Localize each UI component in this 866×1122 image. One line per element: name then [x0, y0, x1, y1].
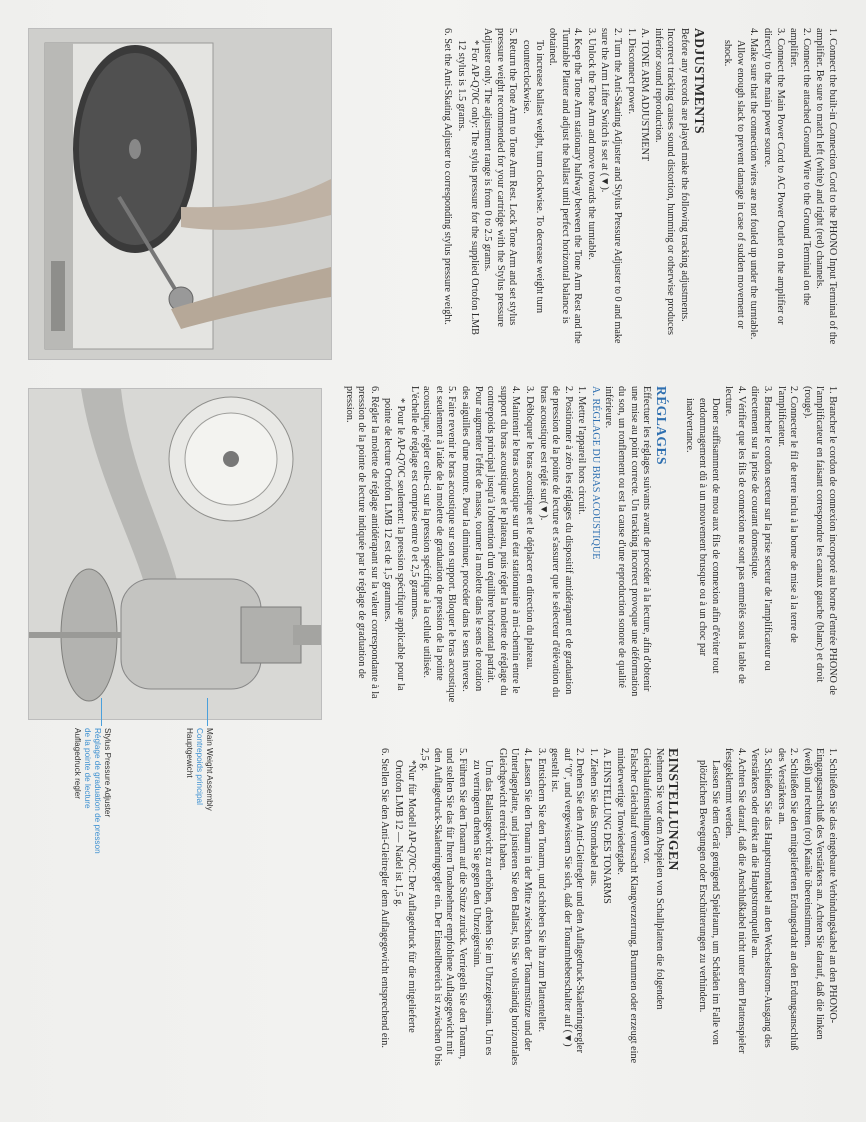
stylus-pressure-fr-2: de la pointe de lecture — [83, 728, 92, 809]
de-step-6: 6. Stellen Sie den Anti-Gleitregler dem Auflagegewicht entsprechend ein. — [379, 748, 391, 1048]
rotated-sheet — [10, 8, 856, 1108]
de-step-3: 3. Entsichern Sie den Tonarm, und schieben Sie ihn zum Plattenteller. — [535, 748, 547, 1033]
fr-step-1: 1. Mettre l'appareil hors circuit. — [576, 386, 588, 515]
en-step-5-note: * For AP-Q70C only: The stylus pressure for the supplied Ortofon LMB 12 stylus is 1.5 grams. — [455, 40, 480, 335]
french-connection-list — [683, 386, 838, 704]
de-step-2: 2. Drehen Sie den Anti-Gleitregler und den Auflagedruck-Skalenringregler auf "0", und vergewissern Sie sich, daß der Tonarmheberschalter auf (▼) gestellt ist. — [549, 748, 586, 1053]
stylus-pressure-callout — [72, 728, 112, 854]
en-intro-2: Incorrect tracking causes sound distortion, humming or otherwise produces inferior sound reproduction. — [652, 28, 677, 335]
english-connection-list — [721, 28, 838, 346]
en-step-3: 3. Unlock the Tone Arm and move towards the turntable. — [585, 28, 597, 260]
de-step-5: 5. Führen Sie den Tonarm auf die Stütze zurück. Verriegeln Sie den Tonarm, und stellen Sie das für Ihren Tonabnehmer empfohlene Auflagegewicht mit den Auflagedruck-Skalenringregler ein. Der Einstellbereich ist zwischen 0 bis 2,5 g. — [419, 748, 468, 1066]
de-item-1: 1. Schließen Sie das eingebaute Verbindungskabel an den PHONO-Eingangsanschluß des Verstärkers an. Achten Sie darauf, daß die linken (weiß) und rechten (rot) Kanäle übereinstimmen. — [801, 748, 838, 1040]
fr-item-2: 2. Connecter le fil de terre inclu à la borne de mise à la terre de l'amplificateur. — [775, 386, 800, 643]
en-item-1: 1. Connect the built-in Connection Cord to the PHONO Input Terminal of the amplifier. Be sure to match left (white) and right (red) channels. — [814, 28, 838, 345]
de-subhead: A. EINSTELLUNG DES TONARMS — [601, 748, 613, 904]
fr-step-3: 3. Débloquer le bras acoustique et le déplacer en direction du plateau. — [523, 386, 535, 670]
de-step-5-note: *Nur für Modell AP-Q70C: Der Auflagedruck für die mitgelieferte Ortofon LMB 12 — Nadel ist 1,5 g. — [393, 760, 417, 1033]
fr-heading: RÉGLAGES — [653, 386, 669, 466]
en-intro-1: Before any records are played make the following tracking adjustments. — [679, 28, 691, 322]
fr-step-4: 4. Maintenir le bras acoustique sur un état stationnaire à mi-chemin entre le support du bras acoustique et le plateau, puis régler la molette de réglage du contrepoids principal jusqu'à l'obtention d'un équilibre horizontal parfait. Pour augmenter l'effet de masse, tourner la molette dans le sens de rotation des aiguilles d'une montre. Pour la diminuer, procéder dans le sens inverse. — [459, 386, 522, 696]
en-step-1: 1. Disconnect power. — [625, 28, 637, 115]
en-step-4-note: To increase ballast weight, turn clockwise. To decrease weight turn counterclockwise. — [520, 40, 545, 314]
en-step-4: 4. Keep the Tone Arm stationary halfway between the Tone Arm Rest and the Turntable Platter and adjust the ballast until perfect horizontal balance is obtained. — [547, 28, 584, 344]
english-column — [440, 28, 838, 346]
stylus-pressure-pointer — [101, 698, 102, 726]
en-item-2: 2. Connect the attached Ground Wire to the Ground Terminal on the amplifier. — [788, 28, 812, 306]
en-subhead: A. TONE ARM ADJUSTMENT — [639, 28, 651, 162]
fr-step-6: 6. Régler la molette de réglage antidérapant sur la valeur correspondante à la pression de la pointe de lecture indiquée par le réglage de graduation de pression. — [343, 386, 380, 699]
german-connection-list — [695, 748, 838, 1066]
fr-step-2: 2. Positionner à zéro les réglages du dispositif antidérapant et de graduation de pression de la pointe de lecture et s'assurer que le sélecteur d'élévation du bras acoustique est réglé sur(▼). — [537, 386, 574, 698]
main-weight-pointer — [207, 698, 208, 726]
stylus-pressure-de: Auflagedruck regler — [73, 728, 82, 799]
en-step-2: 2. Turn the Anti-Skating Adjuster and Stylus Pressure Adjuster to 0 and make sure the Arm Lifter Switch is set at (▼). — [599, 28, 624, 344]
en-step-6: 6. Set the Anti-Skating Adjuster to corresponding stylus pressure weight. — [442, 28, 454, 325]
fr-intro-1: Effectuer les réglages suivants avant de procéder à la lecture, afin d'obtenir une mise au point correcte. Un tracking incorrect provoque une déformation du son, un ronflement ou est la cause d'une reproduction sonore de qualité inférieure. — [603, 386, 653, 697]
turntable-photo — [28, 28, 332, 360]
main-weight-en: Main Weight Assembly — [205, 728, 214, 811]
fr-step-5-note: * Pour le AP-Q70C seulement: la pression spécifique applicable pour la pointe de lecture Ortofon LMB 12 est de 1,5 grammes. — [382, 398, 406, 691]
turntable-illustration — [29, 29, 331, 359]
de-intro-1: Nehmen Sie vor dem Abspielen von Schallplatten die folgenden Gleichlaufeinstellungen vor. — [641, 748, 665, 1010]
de-steps — [378, 748, 599, 1066]
stylus-pressure-en: Stylus Pressure Adjuster — [103, 728, 112, 818]
fr-item-4-note: Doner suffisamment de mou aux fils de connexion afin d'éviter tout endommagement dû à un mouvement brusque ou à un choc par inadvertance. — [684, 398, 721, 674]
en-step-5: 5. Return the Tone Arm to Tone Arm Rest. Lock Tone Arm and set stylus pressure weight recommended for your cartridge with the Stylus pressure Adjuster only. The adjustment range is from 0 to 2.5 grams. — [482, 28, 519, 328]
tone-arm-photo — [28, 388, 322, 720]
fr-item-4: 4. Vérifier que les fils de connexion ne sont pas emmêlés sous la table de lecture. — [723, 386, 747, 684]
fr-steps — [342, 386, 587, 704]
german-column — [377, 748, 838, 1066]
de-intro-2: Falscher Gleichlauf verursacht Klangverzerrung, Brummen oder erzeugt eine minderwertige Tonwiedergabe. — [615, 748, 639, 1064]
de-heading: EINSTELLUNGEN — [666, 748, 682, 871]
fr-step-5: 5. Faire revenir le bras acoustique sur son support. Bloquer le bras acoustique et seulement à l'aide de la molette de graduation de pression de la pointe acoustique, régler celle-ci sur la pression spécifique à la cellule utilisée. L'échelle de réglage est comprise entre 0 et 2,5 grammes. — [408, 386, 458, 703]
main-weight-de: Hauptgewicht — [185, 728, 194, 778]
main-weight-callout — [184, 728, 214, 811]
en-steps — [441, 28, 637, 346]
en-item-3: 3. Connect the Main Power Cord to AC Power Outlet on the amplifier or directly to the main power source. — [762, 28, 786, 325]
en-item-4: 4. Make sure that the connection wires are not fouled up under the turntable. — [748, 28, 760, 340]
de-item-3: 3. Schließen Sie das Hauptstromkabel an den Wechselstrom-Ausgang des Verstärkers oder direkt an die Hauptstromquelle an. — [749, 748, 774, 1048]
en-item-4-note: Allow enough slack to prevent damage in case of sudden movement or shock. — [722, 40, 746, 329]
de-step-1: 1. Ziehen Sie das Stromkabel aus. — [587, 748, 599, 887]
de-item-2: 2. Schließen Sie den mitgelieferten Erdungsdraht an den Erdungsanschluß des Verstärkers an. — [775, 748, 800, 1051]
french-column — [341, 386, 838, 704]
de-item-4: 4. Achten Sie darauf, daß die Anschlußkabel nicht unter dem Plattenspieler festgeklemmt werden. — [723, 748, 747, 1054]
de-step-4-note: Um das Ballastgewicht zu erhöhen, drehen Sie im Uhrzeigersinn. Um es zu verringern drehen Sie gegen den Uhrzeigersinn. — [470, 760, 495, 1056]
fr-item-1: 1. Brancher le cordon de connexion incorporé au borne d'entrée PHONO de l'amplificateur en faisant correspondre les canaux gauche (blanc) et droit (rouge). — [801, 386, 838, 696]
de-item-4-note: Lassen Sie dem Gerät genügend Spielraum, um Schäden im Falle von plötzlichen Bewegungen oder Erschütterungen zu verhindern. — [697, 760, 721, 1045]
tone-arm-illustration — [29, 389, 321, 719]
main-weight-fr: Contrepoids principal — [195, 728, 204, 805]
de-step-4: 4. Lassen Sie den Tonarm in der Mitte zwischen der Tonarmstütze und der Unterlageplatte, und justieren Sie den Ballast, bis Sie vollständig horizontales Gleichgewicht erreicht haben. — [496, 748, 533, 1066]
fr-item-3: 3. Brancher le cordon secteur sur la prise secteur de l'amplificateur ou directement sur la prise de courant domestique. — [749, 386, 774, 671]
fr-subhead: A. RÉGLAGE DU BRAS ACOUSTIQUE — [589, 386, 601, 560]
stylus-pressure-fr-1: Réglage de graduation de presson — [93, 728, 102, 854]
en-heading: ADJUSTMENTS — [691, 28, 707, 135]
